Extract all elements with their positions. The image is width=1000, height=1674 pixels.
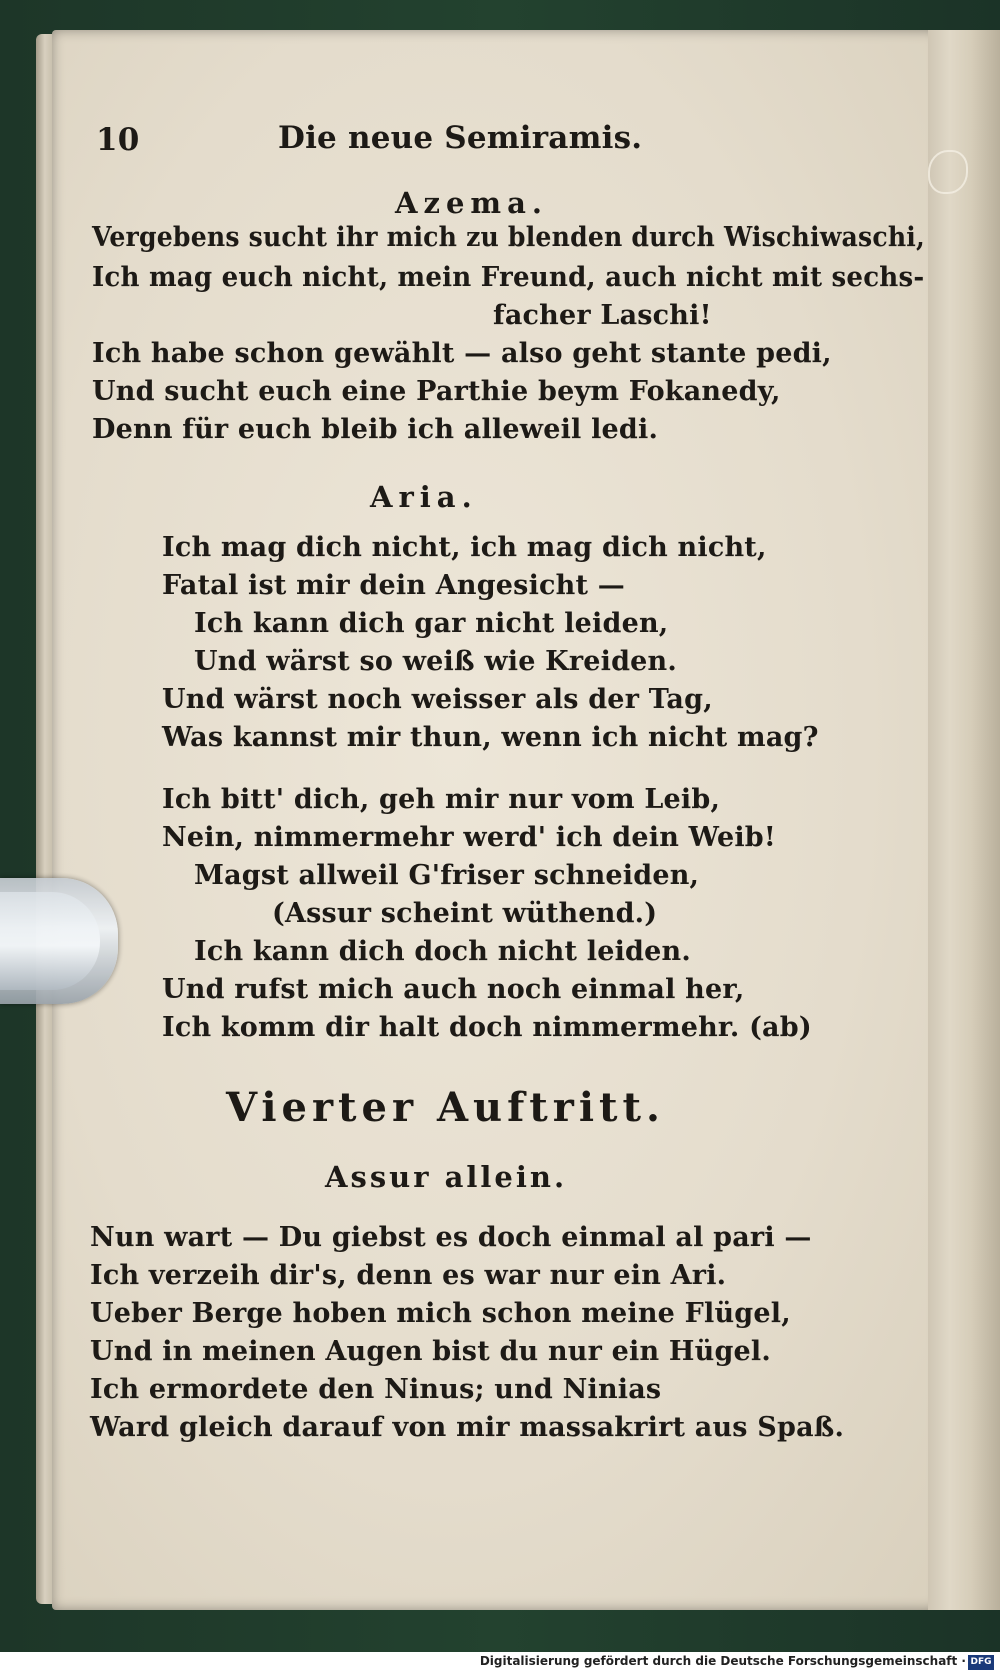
verse-line: Ich ermordete den Ninus; und Ninias — [90, 1374, 662, 1405]
binding-thread — [928, 150, 968, 194]
page-clip-highlight — [0, 892, 100, 990]
verse-line: Ward gleich darauf von mir massakrirt aus Spaß. — [90, 1412, 845, 1443]
dfg-logo: DFG — [968, 1655, 994, 1670]
verse-line: Denn für euch bleib ich alleweil ledi. — [92, 414, 659, 445]
speaker-assur: Assur allein. — [325, 1160, 568, 1194]
verse-line: Ich habe schon gewählt — also geht stante pedi, — [92, 338, 832, 369]
verse-line: Ich komm dir halt doch nimmermehr. (ab) — [162, 1012, 812, 1043]
verse-line: Fatal ist mir dein Angesicht — — [162, 570, 625, 601]
book-gutter — [928, 30, 1000, 1610]
verse-line: Ich kann dich gar nicht leiden, — [194, 608, 669, 639]
verse-line: Nein, nimmermehr werd' ich dein Weib! — [162, 822, 776, 853]
verse-line: Ich kann dich doch nicht leiden. — [194, 936, 691, 967]
page-number: 10 — [96, 122, 140, 158]
stage-direction: (Assur scheint wüthend.) — [272, 898, 658, 929]
verse-line: Und rufst mich auch noch einmal her, — [162, 974, 745, 1005]
verse-line: Ich verzeih dir's, denn es war nur ein Ari. — [90, 1260, 727, 1291]
scene-title: Vierter Auftritt. — [226, 1084, 665, 1131]
footer-credit: Digitalisierung gefördert durch die Deutsche Forschungsgemeinschaft · — [479, 1654, 966, 1668]
verse-line: Ich bitt' dich, geh mir nur vom Leib, — [162, 784, 721, 815]
verse-line: Und wärst so weiß wie Kreiden. — [194, 646, 677, 677]
verse-line: Nun wart — Du giebst es doch einmal al pari — — [90, 1222, 812, 1253]
verse-line: Ich mag dich nicht, ich mag dich nicht, — [162, 532, 767, 563]
verse-line: Ueber Berge hoben mich schon meine Flügel, — [90, 1298, 791, 1329]
verse-line: Und sucht euch eine Parthie beym Fokanedy, — [92, 376, 781, 407]
verse-line: Und in meinen Augen bist du nur ein Hügel. — [90, 1336, 771, 1367]
verse-line: Ich mag euch nicht, mein Freund, auch nicht mit sechs- — [92, 262, 925, 293]
verse-line: Vergebens sucht ihr mich zu blenden durch Wischiwaschi, — [92, 222, 925, 253]
digitization-footer — [0, 1652, 1000, 1674]
verse-line: Und wärst noch weisser als der Tag, — [162, 684, 713, 715]
verse-line: facher Laschi! — [493, 300, 712, 331]
speaker-azema: Azema. — [395, 186, 548, 220]
verse-line: Was kannst mir thun, wenn ich nicht mag? — [162, 722, 819, 753]
running-title: Die neue Semiramis. — [278, 120, 643, 156]
aria-heading: Aria. — [370, 480, 478, 514]
verse-line: Magst allweil G'friser schneiden, — [194, 860, 700, 891]
